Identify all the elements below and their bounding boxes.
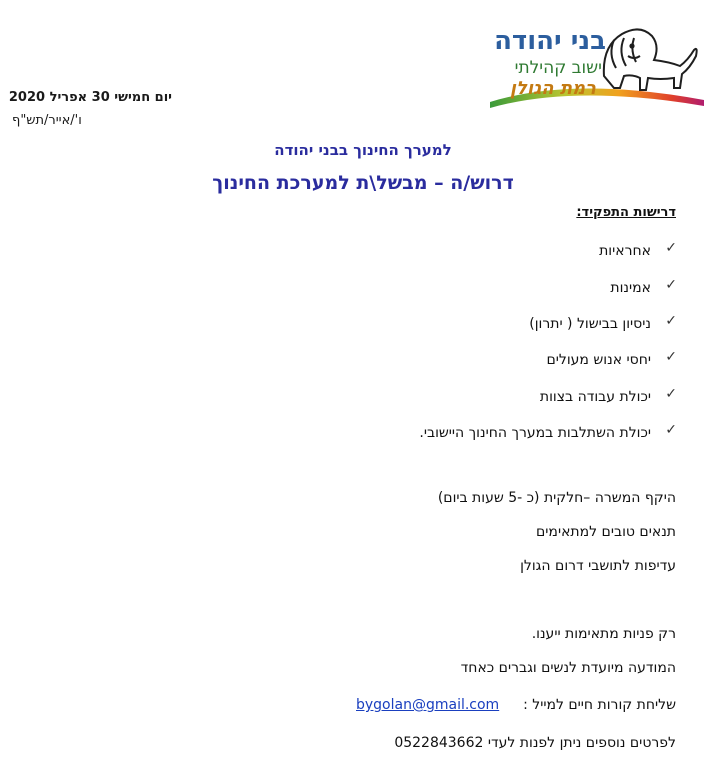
check-icon: ✓ <box>665 386 677 402</box>
requirement-text: ניסיון בבישול ( יתרון) <box>529 316 651 332</box>
check-icon: ✓ <box>665 349 677 365</box>
check-icon: ✓ <box>665 422 677 438</box>
job-terms: תנאים טובים למתאימים <box>536 524 676 540</box>
check-icon: ✓ <box>665 277 677 293</box>
check-icon: ✓ <box>665 240 677 256</box>
gender-note: המודעה מיועדת לנשים וגברים כאחד <box>460 660 676 676</box>
heading-education-system: למערך החינוך בבני יהודה <box>274 141 452 159</box>
suitable-only-note: רק פניות מתאימות ייענו. <box>531 626 676 642</box>
cv-label: שליחת קורות חיים למייל : <box>523 697 676 713</box>
logo-title: בני יהודה <box>494 26 606 56</box>
list-item <box>529 313 677 332</box>
list-item <box>546 349 677 368</box>
check-icon: ✓ <box>665 313 677 329</box>
list-item <box>539 386 677 405</box>
requirement-text: יכולת השתלבות במערך החינוך היישובי. <box>419 425 651 441</box>
requirement-text: יחסי אנוש מעולים <box>546 352 651 368</box>
contact-info: לפרטים נוספים ניתן לפנות לעדי 0522843662 <box>394 735 676 751</box>
date-hebrew: ו'/אייר/תש"ף <box>12 113 82 128</box>
job-preference: עדיפות לתושבי דרום הגולן <box>520 558 676 574</box>
requirement-text: אמינות <box>610 280 651 296</box>
job-scope: היקף המשרה –חלקית (כ -5 שעות ביום) <box>437 490 676 506</box>
logo-subtitle: ישוב קהילתי <box>514 58 602 78</box>
logo-handwritten: רמת הגולן <box>509 78 596 99</box>
list-item <box>610 277 677 296</box>
email-link[interactable]: bygolan@gmail.com <box>356 697 500 713</box>
list-item <box>599 240 677 259</box>
heading-job-title: דרוש/ה – מבשל\ת למערכת החינוך <box>212 172 514 194</box>
requirement-text: אחראיות <box>599 243 651 259</box>
requirement-text: יכולת עבודה בצוות <box>539 389 651 405</box>
logo <box>484 16 706 108</box>
requirements-title: דרישות התפקיד: <box>576 205 676 220</box>
list-item <box>419 422 677 441</box>
date-gregorian: יום חמישי 30 אפריל 2020 <box>8 90 172 105</box>
